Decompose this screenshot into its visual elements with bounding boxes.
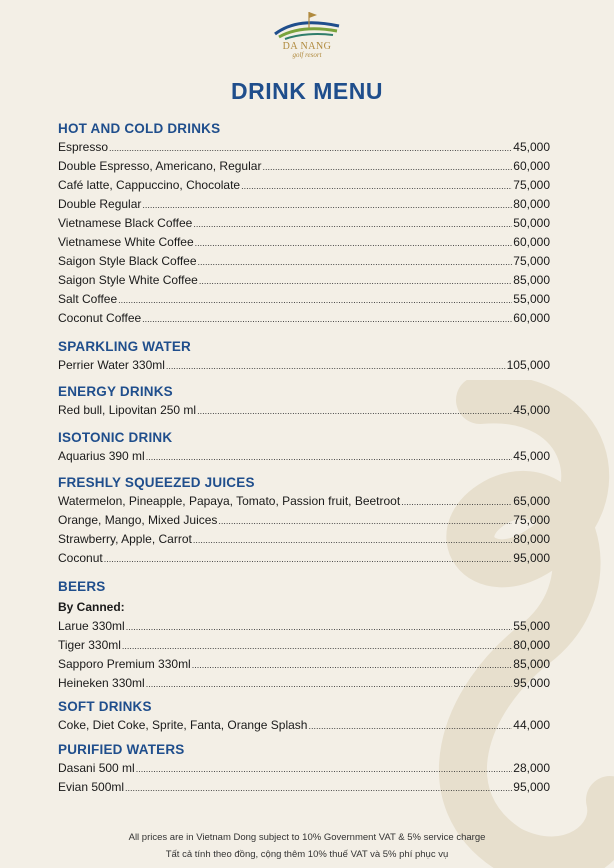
menu-item bbox=[58, 655, 550, 674]
menu-item bbox=[58, 214, 550, 233]
dot-leader bbox=[166, 356, 506, 376]
menu-item bbox=[58, 674, 550, 693]
item-price: 95,000 bbox=[513, 676, 550, 690]
menu-section bbox=[58, 338, 550, 375]
menu-item bbox=[58, 309, 550, 328]
item-price: 60,000 bbox=[513, 311, 550, 325]
section-title: HOT AND COLD DRINKS bbox=[58, 121, 221, 136]
menu-item bbox=[58, 195, 550, 214]
menu-section bbox=[58, 698, 550, 735]
item-name: Coconut bbox=[58, 551, 103, 565]
dot-leader bbox=[125, 778, 512, 798]
menu-section bbox=[58, 120, 550, 328]
item-price: 80,000 bbox=[513, 532, 550, 546]
item-name: Double Regular bbox=[58, 197, 142, 211]
menu-item bbox=[58, 530, 550, 549]
item-price: 75,000 bbox=[513, 513, 550, 527]
page-title: DRINK MENU bbox=[231, 78, 383, 104]
menu-item bbox=[58, 138, 550, 157]
dot-leader bbox=[193, 214, 512, 234]
section-title: BEERS bbox=[58, 579, 106, 594]
dot-leader bbox=[146, 674, 513, 694]
item-price: 80,000 bbox=[513, 638, 550, 652]
dot-leader bbox=[118, 290, 512, 310]
item-price: 105,000 bbox=[506, 358, 550, 372]
item-price: 44,000 bbox=[513, 718, 550, 732]
item-price: 45,000 bbox=[513, 449, 550, 463]
item-price: 75,000 bbox=[513, 178, 550, 192]
menu-item bbox=[58, 778, 550, 797]
item-price: 50,000 bbox=[513, 216, 550, 230]
item-price: 80,000 bbox=[513, 197, 550, 211]
item-name: Espresso bbox=[58, 140, 109, 154]
dot-leader bbox=[104, 549, 513, 569]
menu-content bbox=[58, 120, 550, 797]
item-name: Heineken 330ml bbox=[58, 676, 145, 690]
menu-item bbox=[58, 636, 550, 655]
item-price: 60,000 bbox=[513, 159, 550, 173]
section-title: SOFT DRINKS bbox=[58, 699, 152, 714]
dot-leader bbox=[109, 138, 512, 158]
item-price: 95,000 bbox=[513, 551, 550, 565]
dot-leader bbox=[126, 617, 513, 637]
menu-item bbox=[58, 447, 550, 466]
dot-leader bbox=[308, 716, 512, 736]
dot-leader bbox=[193, 530, 512, 550]
item-name: Larue 330ml bbox=[58, 619, 125, 633]
menu-section bbox=[58, 578, 550, 693]
item-price: 45,000 bbox=[513, 140, 550, 154]
menu-item bbox=[58, 176, 550, 195]
item-name: Salt Coffee bbox=[58, 292, 118, 306]
menu-section bbox=[58, 383, 550, 420]
footer-english: All prices are in Vietnam Dong subject to 10% Government VAT & 5% service charge bbox=[128, 832, 486, 843]
dot-leader bbox=[241, 176, 512, 196]
item-name: Double Espresso, Americano, Regular bbox=[58, 159, 262, 173]
dot-leader bbox=[146, 447, 513, 467]
item-price: 55,000 bbox=[513, 619, 550, 633]
section-title: ISOTONIC DRINK bbox=[58, 430, 173, 445]
footer-vietnamese: Tất cả tính theo đồng, cộng thêm 10% thuế VAT và 5% phí phục vụ bbox=[165, 849, 449, 860]
menu-item bbox=[58, 401, 550, 420]
item-price: 75,000 bbox=[513, 254, 550, 268]
menu-section bbox=[58, 741, 550, 797]
dot-leader bbox=[199, 271, 512, 291]
item-name: Dasani 500 ml bbox=[58, 761, 135, 775]
menu-section bbox=[58, 474, 550, 568]
dot-leader bbox=[195, 233, 513, 253]
menu-item bbox=[58, 716, 550, 735]
resort-logo bbox=[262, 10, 352, 72]
dot-leader bbox=[142, 195, 512, 215]
item-name: Vietnamese White Coffee bbox=[58, 235, 194, 249]
menu-item bbox=[58, 759, 550, 778]
item-name: Sapporo Premium 330ml bbox=[58, 657, 191, 671]
item-name: Café latte, Cappuccino, Chocolate bbox=[58, 178, 241, 192]
item-price: 85,000 bbox=[513, 657, 550, 671]
item-name: Red bull, Lipovitan 250 ml bbox=[58, 403, 197, 417]
item-price: 45,000 bbox=[513, 403, 550, 417]
item-name: Tiger 330ml bbox=[58, 638, 121, 652]
item-name: Saigon Style White Coffee bbox=[58, 273, 198, 287]
section-title: SPARKLING WATER bbox=[58, 339, 191, 354]
dot-leader bbox=[218, 511, 512, 531]
golf-flag-icon bbox=[271, 10, 343, 40]
menu-item bbox=[58, 252, 550, 271]
dot-leader bbox=[136, 759, 513, 779]
dot-leader bbox=[198, 252, 513, 272]
menu-item bbox=[58, 233, 550, 252]
section-title: PURIFIED WATERS bbox=[58, 742, 185, 757]
dot-leader bbox=[401, 492, 512, 512]
menu-item bbox=[58, 290, 550, 309]
item-name: Orange, Mango, Mixed Juices bbox=[58, 513, 218, 527]
menu-item bbox=[58, 271, 550, 290]
item-price: 65,000 bbox=[513, 494, 550, 508]
dot-leader bbox=[192, 655, 513, 675]
menu-item bbox=[58, 511, 550, 530]
menu-item bbox=[58, 549, 550, 568]
dot-leader bbox=[122, 636, 512, 656]
menu-item bbox=[58, 617, 550, 636]
section-subtitle: By Canned: bbox=[58, 600, 125, 614]
item-price: 60,000 bbox=[513, 235, 550, 249]
logo-subtitle: golf resort bbox=[292, 51, 322, 59]
item-name: Coconut Coffee bbox=[58, 311, 142, 325]
dot-leader bbox=[262, 157, 512, 177]
item-price: 95,000 bbox=[513, 780, 550, 794]
menu-item bbox=[58, 157, 550, 176]
dot-leader bbox=[142, 309, 512, 329]
item-name: Strawberry, Apple, Carrot bbox=[58, 532, 192, 546]
item-price: 28,000 bbox=[513, 761, 550, 775]
item-name: Watermelon, Pineapple, Papaya, Tomato, Passion fruit, Beetroot bbox=[58, 494, 401, 508]
item-name: Evian 500ml bbox=[58, 780, 125, 794]
item-name: Vietnamese Black Coffee bbox=[58, 216, 193, 230]
dot-leader bbox=[197, 401, 512, 421]
logo-name: DA NANG bbox=[282, 41, 332, 52]
item-name: Aquarius 390 ml bbox=[58, 449, 145, 463]
menu-item bbox=[58, 492, 550, 511]
menu-section bbox=[58, 429, 550, 466]
item-price: 85,000 bbox=[513, 273, 550, 287]
item-name: Saigon Style Black Coffee bbox=[58, 254, 197, 268]
section-title: FRESHLY SQUEEZED JUICES bbox=[58, 475, 255, 490]
menu-item bbox=[58, 356, 550, 375]
section-title: ENERGY DRINKS bbox=[58, 384, 173, 399]
item-name: Coke, Diet Coke, Sprite, Fanta, Orange Splash bbox=[58, 718, 308, 732]
item-price: 55,000 bbox=[513, 292, 550, 306]
item-name: Perrier Water 330ml bbox=[58, 358, 165, 372]
